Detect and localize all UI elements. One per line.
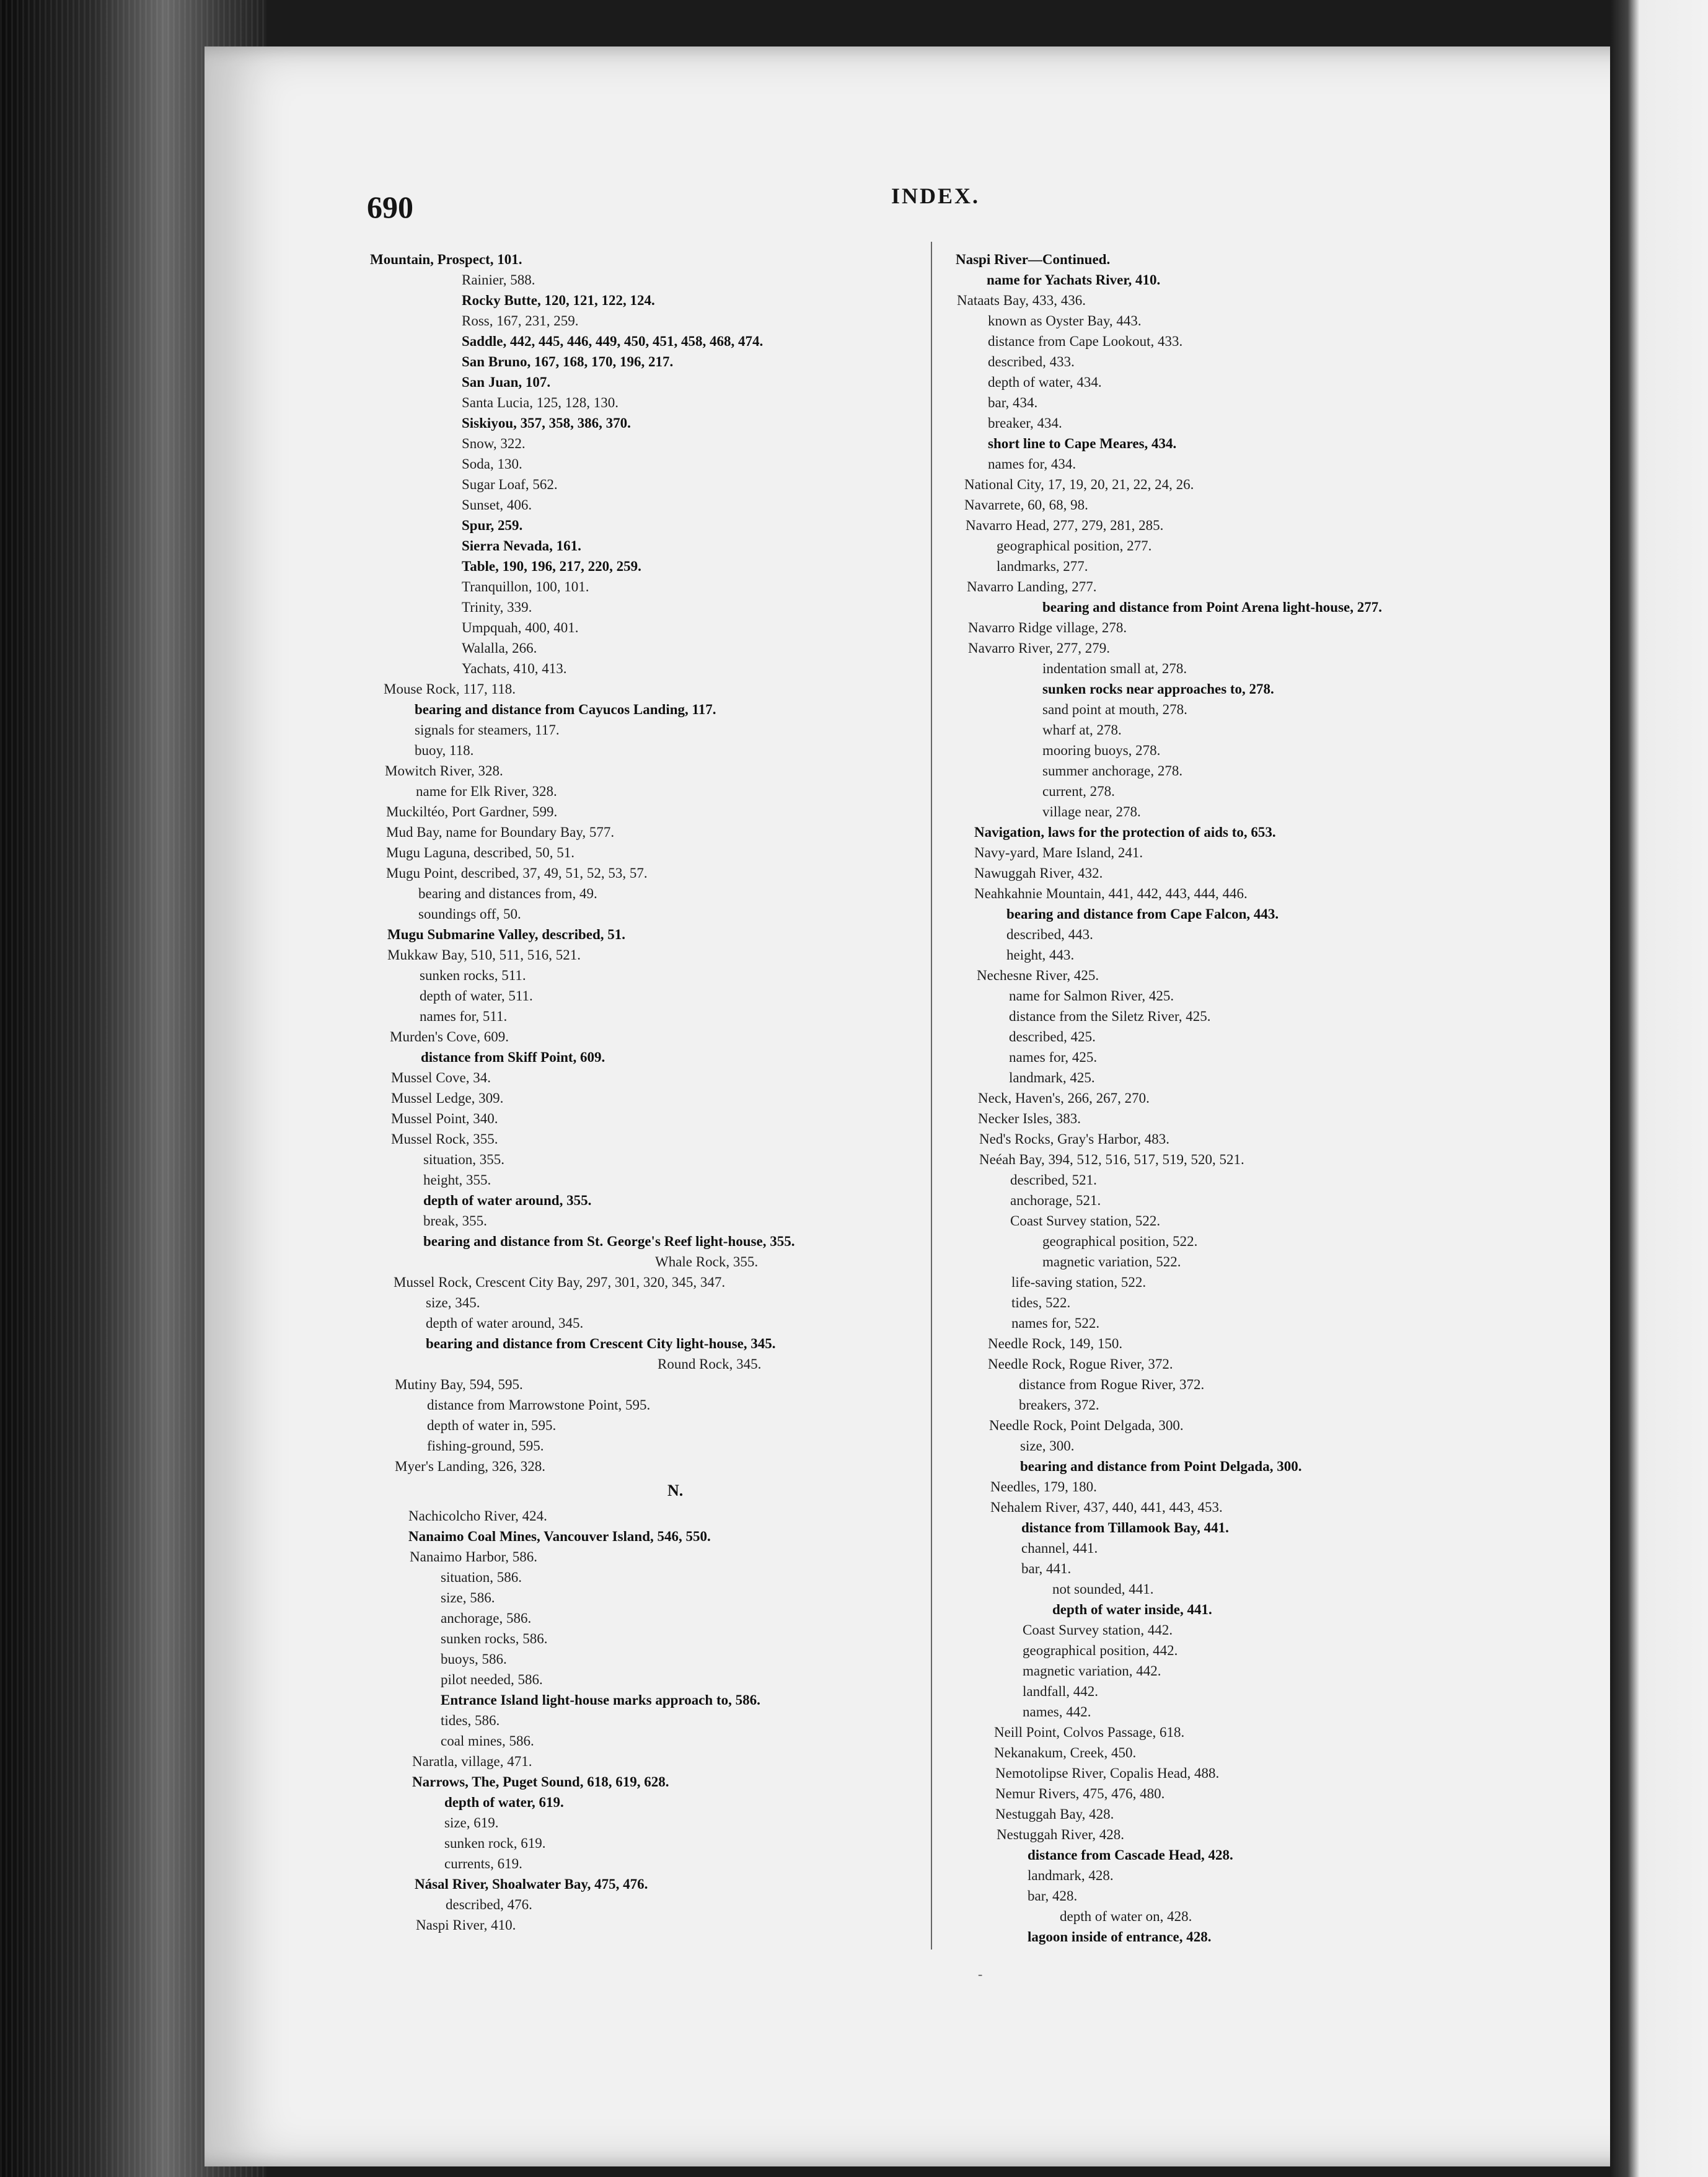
index-entry: known as Oyster Bay, 443. xyxy=(988,313,1142,329)
index-entry: Navarro Ridge village, 278. xyxy=(968,620,1127,635)
index-entry: Mutiny Bay, 594, 595. xyxy=(395,1377,523,1392)
index-entry: village near, 278. xyxy=(1042,804,1141,819)
index-entry: Navy-yard, Mare Island, 241. xyxy=(974,845,1143,860)
index-entry: Mussel Ledge, 309. xyxy=(391,1090,504,1106)
index-entry: Mussel Cove, 34. xyxy=(391,1070,491,1085)
page-number: 690 xyxy=(367,190,413,224)
index-entry: names, 442. xyxy=(1023,1704,1091,1720)
index-entry: Myer's Landing, 326, 328. xyxy=(395,1459,546,1474)
index-entry: distance from Rogue River, 372. xyxy=(1019,1377,1205,1392)
index-entry: Rocky Butte, 120, 121, 122, 124. xyxy=(462,293,655,308)
index-entry: signals for steamers, 117. xyxy=(415,722,560,738)
footer-mark: - xyxy=(978,1966,983,1982)
index-entry: Ned's Rocks, Gray's Harbor, 483. xyxy=(979,1131,1169,1147)
index-entry: San Juan, 107. xyxy=(462,374,551,390)
index-entry: wharf at, 278. xyxy=(1042,722,1122,738)
index-entry: described, 521. xyxy=(1010,1172,1097,1188)
index-entry: Nestuggah Bay, 428. xyxy=(995,1806,1114,1822)
index-entry: sunken rocks, 511. xyxy=(420,968,526,983)
index-entry: Neill Point, Colvos Passage, 618. xyxy=(994,1724,1185,1740)
index-entry: bar, 441. xyxy=(1021,1561,1072,1576)
index-entry: distance from the Siletz River, 425. xyxy=(1009,1009,1211,1024)
index-entry: Navarro Landing, 277. xyxy=(967,579,1097,594)
index-column-left xyxy=(370,249,977,1935)
index-entry: bearing and distance from Cape Falcon, 443. xyxy=(1006,906,1279,922)
index-entry: Mugu Submarine Valley, described, 51. xyxy=(387,927,626,942)
index-entry: names for, 425. xyxy=(1009,1049,1098,1065)
index-entry: Mud Bay, name for Boundary Bay, 577. xyxy=(386,824,615,840)
index-entry: described, 425. xyxy=(1009,1029,1096,1044)
index-entry: anchorage, 586. xyxy=(441,1610,532,1626)
index-entry: Mussel Rock, Crescent City Bay, 297, 301, 320, 345, 347. xyxy=(394,1274,726,1290)
index-entry: not sounded, 441. xyxy=(1052,1581,1154,1597)
index-entry: landmark, 428. xyxy=(1028,1868,1114,1883)
index-entry: tides, 586. xyxy=(441,1713,500,1728)
adjacent-page-edge xyxy=(1610,0,1708,2177)
index-entry: distance from Skiff Point, 609. xyxy=(421,1049,605,1065)
index-entry: size, 345. xyxy=(426,1295,480,1310)
index-entry: depth of water, 619. xyxy=(444,1795,564,1810)
index-entry: names for, 511. xyxy=(420,1009,508,1024)
index-entry: magnetic variation, 442. xyxy=(1023,1663,1161,1679)
index-entry: described, 443. xyxy=(1006,927,1093,942)
index-entry: bearing and distance from Cayucos Landing, 117. xyxy=(415,702,716,717)
index-entry: Neahkahnie Mountain, 441, 442, 443, 444, 446. xyxy=(974,886,1248,901)
index-entry: distance from Cascade Head, 428. xyxy=(1028,1847,1233,1863)
index-entry: Spur, 259. xyxy=(462,518,523,533)
index-entry: soundings off, 50. xyxy=(418,906,521,922)
index-entry: short line to Cape Meares, 434. xyxy=(988,436,1177,451)
index-entry: Whale Rock, 355. xyxy=(655,1254,759,1270)
index-entry: National City, 17, 19, 20, 21, 22, 24, 26. xyxy=(964,477,1194,492)
index-entry: Tranquillon, 100, 101. xyxy=(462,579,589,594)
index-entry: fishing-ground, 595. xyxy=(427,1438,544,1454)
index-entry: breakers, 372. xyxy=(1019,1397,1099,1413)
index-entry: depth of water around, 345. xyxy=(426,1315,584,1331)
index-entry: sunken rocks, 586. xyxy=(441,1631,548,1646)
index-entry: Nestuggah River, 428. xyxy=(997,1827,1125,1842)
index-entry: name for Salmon River, 425. xyxy=(1009,988,1174,1004)
index-entry: distance from Tillamook Bay, 441. xyxy=(1021,1520,1229,1535)
index-entry: breaker, 434. xyxy=(988,415,1062,431)
index-entry: Naratla, village, 471. xyxy=(412,1754,532,1769)
index-entry: Muckiltéo, Port Gardner, 599. xyxy=(386,804,558,819)
index-entry: Mukkaw Bay, 510, 511, 516, 521. xyxy=(387,947,581,963)
index-entry: Nemur Rivers, 475, 476, 480. xyxy=(995,1786,1165,1801)
index-entry: Navarro River, 277, 279. xyxy=(968,640,1111,656)
index-entry: bearing and distance from Point Arena light-house, 277. xyxy=(1042,599,1382,615)
index-entry: channel, 441. xyxy=(1021,1540,1098,1556)
index-entry: distance from Marrowstone Point, 595. xyxy=(427,1397,651,1413)
index-entry: Nanaimo Coal Mines, Vancouver Island, 546, 550. xyxy=(408,1529,711,1544)
index-entry: currents, 619. xyxy=(444,1856,522,1871)
index-entry: San Bruno, 167, 168, 170, 196, 217. xyxy=(462,354,674,369)
index-entry: Necker Isles, 383. xyxy=(978,1111,1081,1126)
index-entry: depth of water in, 595. xyxy=(427,1418,557,1433)
index-entry: Sierra Nevada, 161. xyxy=(462,538,581,554)
index-entry: Nechesne River, 425. xyxy=(977,968,1099,983)
index-entry: buoy, 118. xyxy=(415,743,474,758)
index-entry: Needle Rock, Rogue River, 372. xyxy=(988,1356,1173,1372)
index-entry: landfall, 442. xyxy=(1023,1684,1098,1699)
index-entry: Mouse Rock, 117, 118. xyxy=(384,681,516,697)
index-entry: Walalla, 266. xyxy=(462,640,537,656)
index-entry: Needles, 179, 180. xyxy=(990,1479,1097,1495)
index-entry: sunken rock, 619. xyxy=(444,1835,546,1851)
index-entry: Murden's Cove, 609. xyxy=(390,1029,509,1044)
index-entry: distance from Cape Lookout, 433. xyxy=(988,333,1183,349)
index-entry: Neéah Bay, 394, 512, 516, 517, 519, 520, 521. xyxy=(979,1152,1244,1167)
index-entry: Coast Survey station, 522. xyxy=(1010,1213,1161,1229)
index-entry: height, 443. xyxy=(1006,947,1075,963)
index-entry: size, 300. xyxy=(1020,1438,1075,1454)
index-entry: geographical position, 277. xyxy=(997,538,1152,554)
index-entry: anchorage, 521. xyxy=(1010,1193,1101,1208)
index-entry: Mountain, Prospect, 101. xyxy=(370,252,522,267)
index-entry: Needle Rock, 149, 150. xyxy=(988,1336,1123,1351)
index-entry: height, 355. xyxy=(423,1172,491,1188)
index-entry: Mussel Point, 340. xyxy=(391,1111,498,1126)
index-entry: bearing and distance from Crescent City light-house, 345. xyxy=(426,1336,776,1351)
index-entry: Navigation, laws for the protection of aids to, 653. xyxy=(974,824,1276,840)
index-entry: Nawuggah River, 432. xyxy=(974,865,1103,881)
index-entry: bearing and distances from, 49. xyxy=(418,886,597,901)
index-entry: size, 619. xyxy=(444,1815,499,1830)
index-entry: Mussel Rock, 355. xyxy=(391,1131,498,1147)
index-entry: Mowitch River, 328. xyxy=(385,763,503,779)
index-entry: lagoon inside of entrance, 428. xyxy=(1028,1929,1212,1945)
index-entry: Ross, 167, 231, 259. xyxy=(462,313,579,329)
index-entry: Round Rock, 345. xyxy=(658,1356,762,1372)
index-entry: Nataats Bay, 433, 436. xyxy=(957,293,1086,308)
index-entry: depth of water, 511. xyxy=(420,988,533,1004)
index-entry: Naspi River, 410. xyxy=(416,1917,516,1933)
index-entry: Narrows, The, Puget Sound, 618, 619, 628. xyxy=(412,1774,669,1790)
index-entry: described, 476. xyxy=(446,1897,532,1912)
index-entry: sand point at mouth, 278. xyxy=(1042,702,1187,717)
index-entry: bar, 434. xyxy=(988,395,1038,410)
index-entry: summer anchorage, 278. xyxy=(1042,763,1183,779)
index-entry: Mugu Laguna, described, 50, 51. xyxy=(386,845,575,860)
index-entry: buoys, 586. xyxy=(441,1651,507,1667)
index-entry: landmarks, 277. xyxy=(997,559,1088,574)
index-entry: Navarrete, 60, 68, 98. xyxy=(964,497,1088,513)
index-entry: situation, 355. xyxy=(423,1152,504,1167)
index-entry: pilot needed, 586. xyxy=(441,1672,543,1687)
index-entry: size, 586. xyxy=(441,1590,495,1605)
index-entry: Soda, 130. xyxy=(462,456,522,472)
index-entry: Nemotolipse River, Copalis Head, 488. xyxy=(995,1765,1220,1781)
index-entry: Sugar Loaf, 562. xyxy=(462,477,558,492)
index-entry: Needle Rock, Point Delgada, 300. xyxy=(989,1418,1184,1433)
index-entry: Nachicolcho River, 424. xyxy=(408,1508,547,1524)
section-letter: N. xyxy=(667,1482,684,1499)
index-entry: Naspi River—Continued. xyxy=(956,252,1111,267)
index-column-right xyxy=(956,249,1575,1947)
index-entry: Rainier, 588. xyxy=(462,272,535,288)
index-entry: break, 355. xyxy=(423,1213,487,1229)
index-entry: Siskiyou, 357, 358, 386, 370. xyxy=(462,415,631,431)
index-entry: name for Yachats River, 410. xyxy=(987,272,1161,288)
index-entry: mooring buoys, 278. xyxy=(1042,743,1161,758)
index-entry: current, 278. xyxy=(1042,784,1115,799)
index-entry: depth of water around, 355. xyxy=(423,1193,592,1208)
index-entry: coal mines, 586. xyxy=(441,1733,534,1749)
index-entry: Nehalem River, 437, 440, 441, 443, 453. xyxy=(990,1499,1223,1515)
index-entry: sunken rocks near approaches to, 278. xyxy=(1042,681,1274,697)
index-entry: depth of water, 434. xyxy=(988,374,1102,390)
index-entry: Nanaimo Harbor, 586. xyxy=(410,1549,538,1565)
index-entry: Navarro Head, 277, 279, 281, 285. xyxy=(966,518,1164,533)
index-entry: described, 433. xyxy=(988,354,1075,369)
index-entry: tides, 522. xyxy=(1011,1295,1071,1310)
running-head: INDEX. xyxy=(891,183,980,208)
index-entry: life-saving station, 522. xyxy=(1011,1274,1147,1290)
index-entry: Table, 190, 196, 217, 220, 259. xyxy=(462,559,641,574)
index-entry: Sunset, 406. xyxy=(462,497,532,513)
index-entry: bearing and distance from Point Delgada, 300. xyxy=(1020,1459,1302,1474)
index-entry: depth of water on, 428. xyxy=(1060,1909,1192,1924)
index-entry: landmark, 425. xyxy=(1009,1070,1095,1085)
index-entry: names for, 522. xyxy=(1011,1315,1100,1331)
index-entry: bar, 428. xyxy=(1028,1888,1078,1904)
index-entry: Trinity, 339. xyxy=(462,599,532,615)
index-entry: bearing and distance from St. George's Reef light-house, 355. xyxy=(423,1234,795,1249)
index-entry: Saddle, 442, 445, 446, 449, 450, 451, 458, 468, 474. xyxy=(462,333,764,349)
index-entry: depth of water inside, 441. xyxy=(1052,1602,1212,1617)
index-entry: Násal River, Shoalwater Bay, 475, 476. xyxy=(415,1876,648,1892)
index-entry: geographical position, 442. xyxy=(1023,1643,1178,1658)
index-entry: Snow, 322. xyxy=(462,436,526,451)
index-entry: geographical position, 522. xyxy=(1042,1234,1198,1249)
index-entry: Santa Lucia, 125, 128, 130. xyxy=(462,395,618,410)
index-entry: names for, 434. xyxy=(988,456,1076,472)
index-entry: Nekanakum, Creek, 450. xyxy=(994,1745,1137,1760)
index-entry: name for Elk River, 328. xyxy=(416,784,557,799)
index-entry: Coast Survey station, 442. xyxy=(1023,1622,1173,1638)
index-entry: Entrance Island light-house marks approach to, 586. xyxy=(441,1692,760,1708)
index-entry: Umpquah, 400, 401. xyxy=(462,620,579,635)
index-entry: Neck, Haven's, 266, 267, 270. xyxy=(978,1090,1150,1106)
index-entry: situation, 586. xyxy=(441,1570,522,1585)
index-entry: indentation small at, 278. xyxy=(1042,661,1187,676)
index-entry: Mugu Point, described, 37, 49, 51, 52, 53, 57. xyxy=(386,865,648,881)
index-entry: Yachats, 410, 413. xyxy=(462,661,567,676)
index-entry: magnetic variation, 522. xyxy=(1042,1254,1181,1270)
